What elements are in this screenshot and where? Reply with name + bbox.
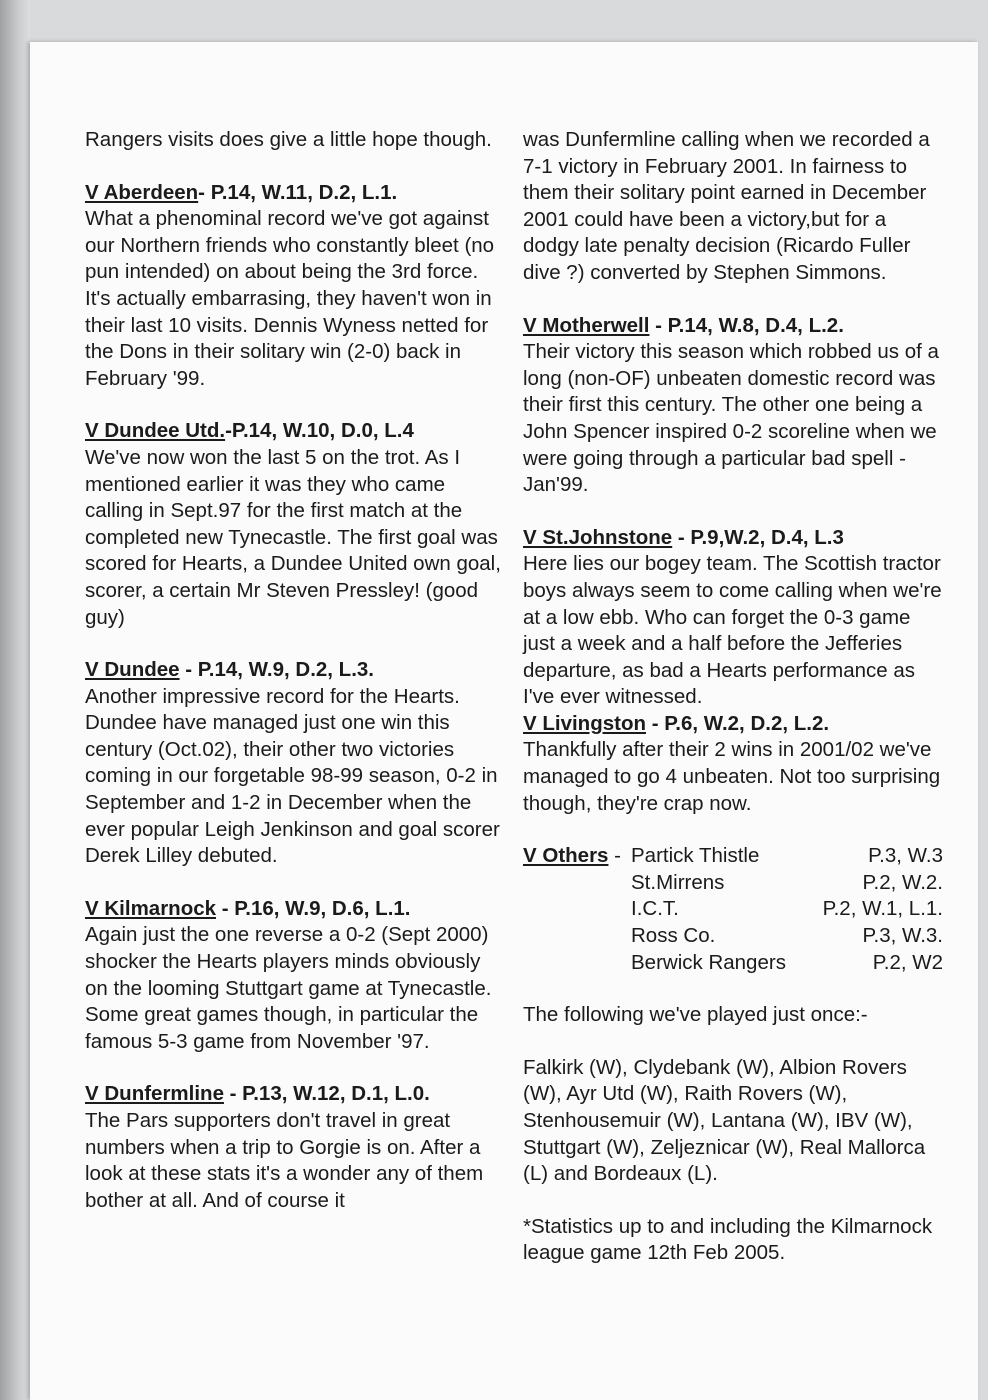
- others-record: P.2, W2: [872, 950, 943, 974]
- section-stats: - P.14, W.11, D.2, L.1.: [198, 180, 398, 204]
- section-others: [523, 843, 943, 976]
- section-body: Here lies our bogey team. The Scottish tractor boys always seem to come calling when we're at a low ebb. Who can forget the 0-3 game just a week and a half before the Jefferies departure, as bad a Hearts performance as I've ever witnessed.: [523, 552, 942, 709]
- section-heading: V Aberdeen: [85, 180, 199, 204]
- section-kilmarnock: [85, 896, 505, 1056]
- statistics-footnote: [523, 1214, 943, 1267]
- played-once-intro: [523, 1002, 943, 1029]
- paragraph-dunfermline-continued: [523, 127, 943, 287]
- others-team: Ross Co.: [631, 924, 716, 948]
- section-stats: -P.14, W.10, D.0, L.4: [225, 419, 414, 443]
- section-stats: - P.16, W.9, D.6, L.1.: [216, 896, 411, 920]
- paragraph-body: Rangers visits does give a little hope though.: [85, 128, 492, 151]
- others-dash: -: [608, 844, 621, 868]
- played-once-list-text: Falkirk (W), Clydebank (W), Albion Rovers (W), Ayr Utd (W), Raith Rovers (W), Stenhousemuir (W), Lantana (W), IBV (W), Stuttgart (W), Zeljeznicar (W), Real Mallorca (L) and Bordeaux (L).: [523, 1055, 926, 1186]
- section-body: We've now won the last 5 on the trot. As I mentioned earlier it was they who came calling in Sept.97 for the first match at the completed new Tynecastle. The first goal was scored for Hearts, a Dundee United own goal, scorer, a certain Mr Steven Pressley! (good guy): [85, 445, 501, 629]
- others-row: [631, 923, 943, 950]
- section-body: The Pars supporters don't travel in great numbers when a trip to Gorgie is on. After a look at these stats it's a wonder any of them bother at all. And of course it: [85, 1109, 484, 1212]
- magazine-page: [30, 42, 978, 1400]
- section-heading: V Dundee Utd.: [85, 419, 226, 443]
- section-heading: V Motherwell: [523, 313, 650, 337]
- played-once-intro-text: The following we've played just once:-: [523, 1003, 868, 1027]
- page-binding-shadow: [0, 0, 30, 1400]
- others-row: [631, 896, 943, 923]
- section-stats: - P.6, W.2, D.2, L.2.: [646, 711, 830, 735]
- section-body: Again just the one reverse a 0-2 (Sept 2000) shocker the Hearts players minds obviously on the looming Stuttgart game at Tynecastle. Some great games though, in particular the famous 5-3 game from November '97.: [85, 923, 492, 1053]
- section-stats: - P.14, W.9, D.2, L.3.: [179, 658, 374, 682]
- section-dundee: [85, 657, 505, 870]
- others-record: P.3, W.3: [868, 844, 943, 868]
- others-team: Berwick Rangers: [631, 950, 786, 974]
- paragraph-rangers-intro: [85, 127, 505, 154]
- others-team: Partick Thistle: [631, 844, 760, 868]
- others-record: P.2, W.2.: [862, 870, 943, 894]
- section-body: Thankfully after their 2 wins in 2001/02 we've managed to go 4 unbeaten. Not too surprising though, they're crap now.: [523, 738, 941, 815]
- others-row: [631, 950, 943, 977]
- section-heading: V St.Johnstone: [523, 525, 673, 549]
- section-body: Their victory this season which robbed us of a long (non-OF) unbeaten domestic record was their first this century. The other one being a John Spencer inspired 0-2 scoreline when we were going through a particular bad spell - Jan'99.: [523, 340, 939, 497]
- section-body: What a phenominal record we've got against our Northern friends who constantly bleet (no pun intended) on about being the 3rd force. It's actually embarrasing, they haven't won in their last 10 visits. Dennis Wyness netted for the Dons in their solitary win (2-0) back in February '99.: [85, 207, 495, 390]
- others-row: [631, 870, 943, 897]
- section-dunfermline: [85, 1081, 505, 1214]
- section-stats: - P.14, W.8, D.4, L.2.: [649, 313, 844, 337]
- right-column: [523, 127, 943, 1267]
- section-heading: V Kilmarnock: [85, 896, 217, 920]
- section-stats: - P.13, W.12, D.1, L.0.: [223, 1082, 430, 1106]
- left-column: [85, 127, 505, 1214]
- played-once-list: [523, 1055, 943, 1188]
- section-heading: V Dunfermline: [85, 1082, 224, 1106]
- others-table: [631, 843, 943, 976]
- section-body: Another impressive record for the Hearts. Dundee have managed just one win this century (Oct.02), their other two victories coming in our forgetable 98-99 season, 0-2 in September and 1-2 in December when the ever popular Leigh Jenkinson and goal scorer Derek Lilley debuted.: [85, 684, 500, 868]
- others-record: P.2, W.1, L.1.: [822, 897, 943, 921]
- section-heading: V Livingston: [523, 711, 646, 735]
- section-heading: V Others: [523, 844, 609, 868]
- others-team: I.C.T.: [631, 897, 679, 921]
- paragraph-body: was Dunfermline calling when we recorded a 7-1 victory in February 2001. In fairness to them their solitary point earned in December 2001 could have been a victory,but for a dodgy late penalty decision (Ricardo Fuller dive ?) converted by Stephen Simmons.: [523, 128, 930, 284]
- section-livingston: [523, 711, 943, 817]
- section-motherwell: [523, 313, 943, 499]
- others-record: P.3, W.3.: [862, 924, 943, 948]
- section-aberdeen: [85, 180, 505, 393]
- section-stats: - P.9,W.2, D.4, L.3: [672, 525, 844, 549]
- others-team: St.Mirrens: [631, 870, 725, 894]
- footnote-text: *Statistics up to and including the Kilmarnock league game 12th Feb 2005.: [523, 1214, 933, 1265]
- section-st-johnstone: [523, 525, 943, 711]
- section-heading: V Dundee: [85, 658, 180, 682]
- others-row: [631, 843, 943, 870]
- others-label: [523, 843, 631, 976]
- section-dundee-utd: [85, 418, 505, 631]
